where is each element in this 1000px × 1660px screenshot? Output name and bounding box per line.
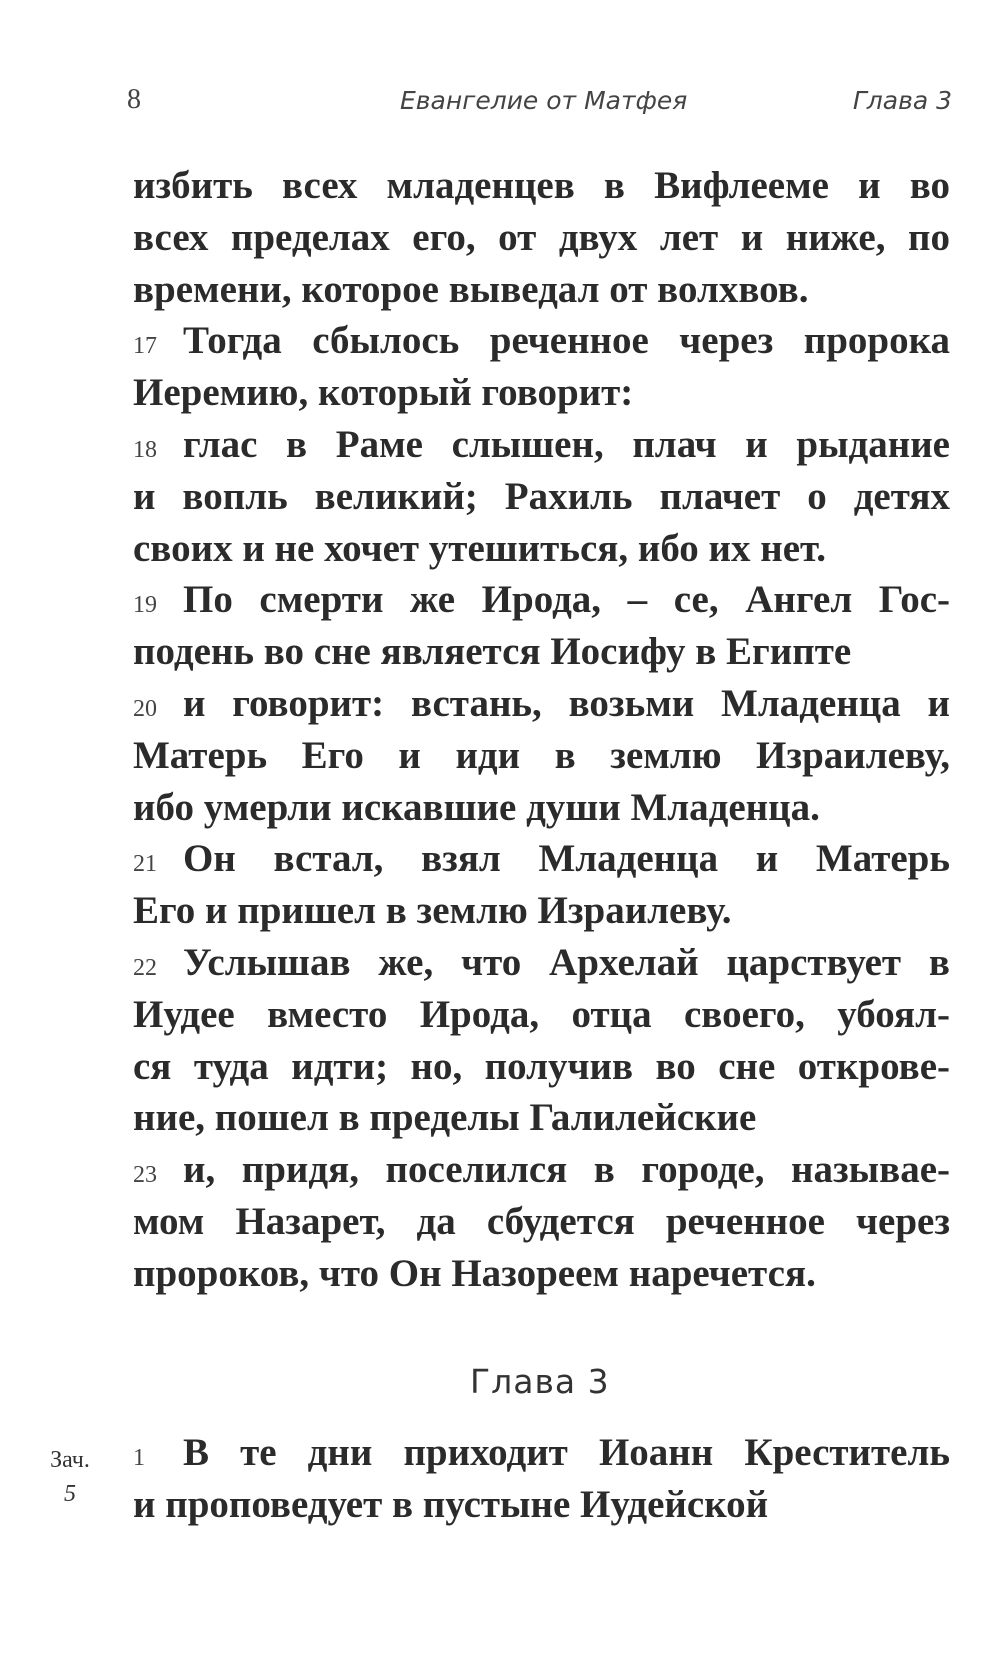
- page-number: 8: [127, 84, 141, 115]
- text-line: [133, 782, 950, 834]
- verse-number: 21: [133, 851, 157, 878]
- text-line: [133, 1041, 950, 1093]
- text-line: [133, 885, 950, 937]
- text-line: [133, 833, 950, 885]
- text-line: [133, 419, 950, 471]
- text-line: [133, 730, 950, 782]
- verse-text: Иудее вместо Ирода, отца своего, убоял-: [133, 992, 950, 1036]
- text-line: [133, 471, 950, 523]
- running-chapter-ref: Глава 3: [852, 86, 952, 115]
- text-line: [133, 1196, 950, 1248]
- page-header: [127, 84, 952, 124]
- verse-text: своих и не хочет утешиться, ибо их нет.: [133, 526, 827, 570]
- text-line: [133, 1248, 950, 1300]
- chapter-3-text: [133, 1427, 950, 1531]
- text-line: [133, 523, 950, 575]
- text-line: [133, 160, 950, 212]
- verse-text: и проповедует в пустыне Иудейской: [133, 1482, 769, 1526]
- text-line: [133, 1092, 950, 1144]
- verse-text: глас в Раме слышен, плач и рыдание: [183, 422, 950, 466]
- verse-number: 18: [133, 436, 157, 463]
- verse-text: По смерти же Ирода, – се, Ангел Гос-: [183, 578, 950, 622]
- verse-text: Он встал, взял Младенца и Матерь: [183, 837, 950, 881]
- verse-text: Услышав же, что Архелай царствует в: [183, 940, 950, 984]
- verse-number: 22: [133, 954, 157, 981]
- text-line: [133, 678, 950, 730]
- verse-text: Иеремию, который говорит:: [133, 371, 634, 415]
- verse-number: 23: [133, 1162, 157, 1189]
- text-line: [133, 989, 950, 1041]
- text-line: [133, 1427, 950, 1479]
- scripture-text: [133, 160, 950, 1300]
- verse-text: В те дни приходит Иоанн Креститель: [183, 1431, 950, 1474]
- verse-text: времени, которое выведал от волхвов.: [133, 267, 809, 311]
- verse-text: и говорит: встань, возьми Младенца и: [183, 681, 950, 725]
- verse-text: ся туда идти; но, получив во сне открове-: [133, 1044, 950, 1088]
- verse-text: Тогда сбылось реченное через пророка: [183, 319, 950, 363]
- verse-number: 1: [133, 1445, 145, 1471]
- text-line: [133, 367, 950, 419]
- verse-text: и, придя, поселился в городе, называе-: [183, 1148, 950, 1192]
- text-line: [133, 315, 950, 367]
- verse-text: и вопль великий; Рахиль плачет о детях: [133, 474, 950, 518]
- reading-marker-number: 5: [64, 1481, 76, 1507]
- chapter-heading: Глава 3: [470, 1362, 610, 1401]
- text-line: [133, 937, 950, 989]
- verse-text: пророков, что Он Назореем наречется.: [133, 1251, 816, 1295]
- verse-number: 20: [133, 695, 157, 722]
- verse-text: всех пределах его, от двух лет и ниже, по: [133, 215, 950, 259]
- reading-marker: [40, 1443, 100, 1511]
- verse-text: избить всех младенцев в Вифлееме и во: [133, 164, 950, 207]
- text-line: [133, 212, 950, 264]
- verse-number: 17: [133, 333, 157, 360]
- verse-text: ибо умерли искавшие души Младенца.: [133, 785, 820, 829]
- verse-text: мом Назарет, да сбудется реченное через: [133, 1199, 950, 1243]
- verse-text: ние, пошел в пределы Галилейские: [133, 1096, 757, 1140]
- reading-marker-label: Зач.: [50, 1447, 90, 1473]
- book-title: Евангелие от Матфея: [400, 86, 688, 115]
- verse-number: 19: [133, 592, 157, 619]
- text-line: [133, 1479, 950, 1531]
- text-line: [133, 574, 950, 626]
- verse-text: Матерь Его и иди в землю Израилеву,: [133, 733, 950, 777]
- verse-text: Его и пришел в землю Израилеву.: [133, 889, 732, 933]
- verse-text: подень во сне является Иосифу в Египте: [133, 630, 852, 674]
- text-line: [133, 1144, 950, 1196]
- text-line: [133, 626, 950, 678]
- text-line: [133, 264, 950, 316]
